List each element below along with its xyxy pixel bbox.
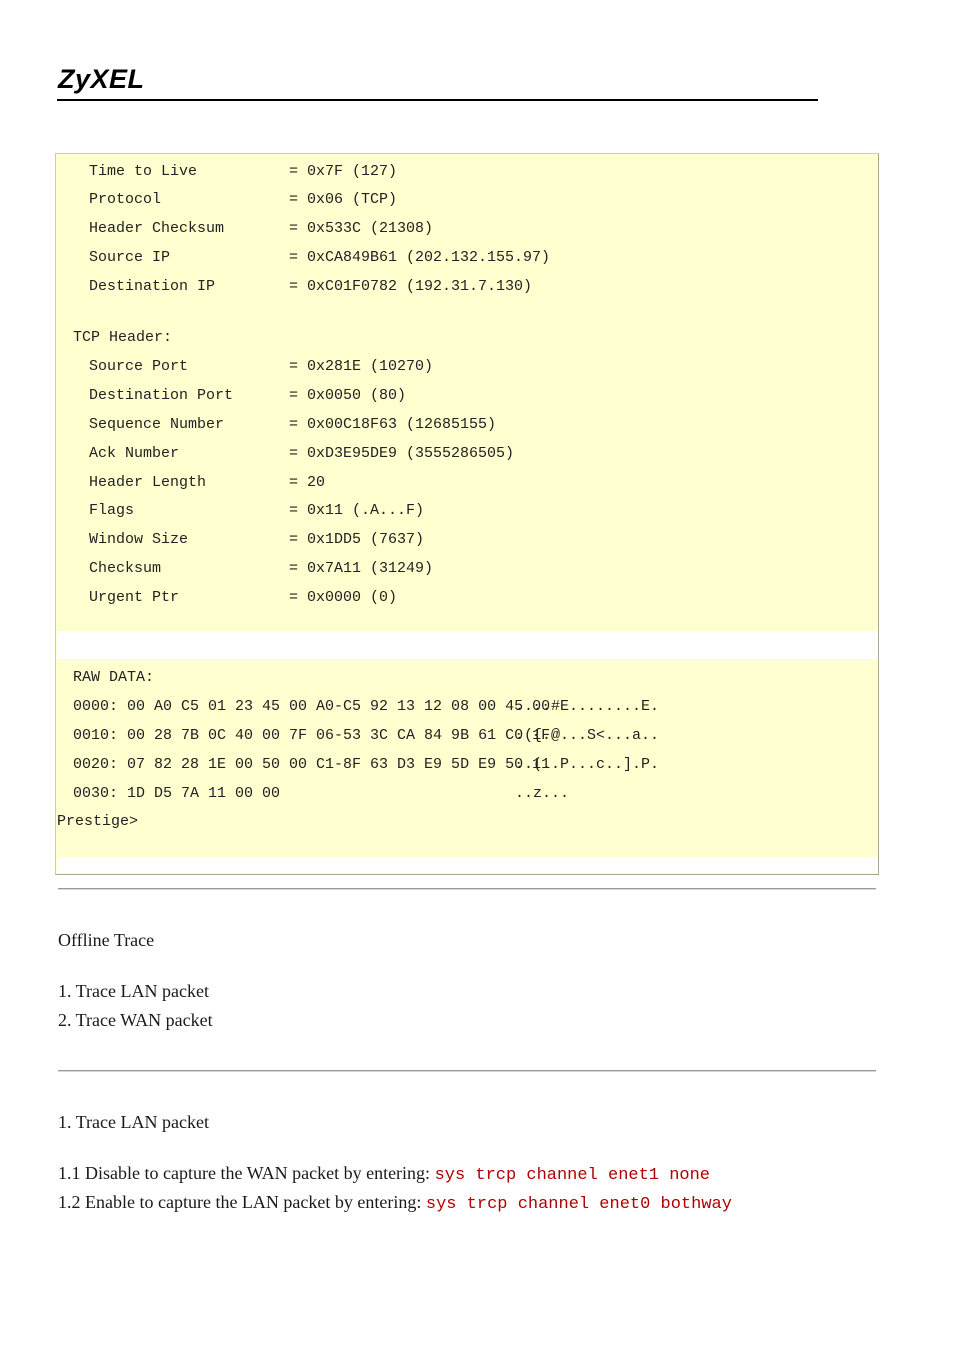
- field-label: Urgent Ptr: [89, 589, 180, 606]
- field-value: = 0x00C18F63 (12685155): [289, 416, 497, 433]
- field-value: = 0x281E (10270): [289, 358, 434, 375]
- field-value: = 0x06 (TCP): [289, 191, 398, 208]
- offline-trace-title: Offline Trace: [58, 930, 155, 950]
- console-prompt: Prestige>: [57, 813, 139, 830]
- command-text: sys trcp channel enet1 none: [434, 1166, 711, 1185]
- field-label: Protocol: [89, 191, 162, 208]
- list-item: 2. Trace WAN packet: [58, 1010, 213, 1030]
- field-value: = 0xD3E95DE9 (3555286505): [289, 445, 515, 462]
- section-divider: [58, 888, 876, 890]
- command-text: sys trcp channel enet0 bothway: [425, 1195, 732, 1214]
- raw-ascii: ....#E........E.: [515, 698, 660, 715]
- field-value: = 0x533C (21308): [289, 220, 434, 237]
- field-label: Ack Number: [89, 445, 180, 462]
- tcp-header-title: TCP Header:: [73, 329, 173, 346]
- console-gap: [57, 857, 878, 873]
- list-item: 1. Trace LAN packet: [58, 981, 209, 1001]
- step-text: 1.2 Enable to capture the LAN packet by entering:: [58, 1192, 426, 1212]
- raw-hex: 0020: 07 82 28 1E 00 50 00 C1-8F 63 D3 E9 5D E9 50 11: [73, 756, 551, 773]
- field-value: = 0xC01F0782 (192.31.7.130): [289, 278, 533, 295]
- raw-ascii: ..(..P...c..].P.: [515, 756, 660, 773]
- raw-hex: 0000: 00 A0 C5 01 23 45 00 A0-C5 92 13 12 08 00 45 00: [73, 698, 551, 715]
- field-label: Destination IP: [89, 278, 216, 295]
- raw-ascii: .({.@...S<...a..: [515, 727, 660, 744]
- field-value: = 0x0000 (0): [289, 589, 398, 606]
- field-value: = 0xCA849B61 (202.132.155.97): [289, 249, 551, 266]
- field-value: = 0x7F (127): [289, 163, 398, 180]
- field-label: Checksum: [89, 560, 162, 577]
- field-value: = 0x1DD5 (7637): [289, 531, 425, 548]
- field-label: Header Length: [89, 474, 207, 491]
- section-title: 1. Trace LAN packet: [58, 1112, 209, 1132]
- field-label: Source IP: [89, 249, 171, 266]
- field-label: Source Port: [89, 358, 189, 375]
- step-text: 1.1 Disable to capture the WAN packet by entering:: [58, 1163, 435, 1183]
- header-rule: [57, 99, 818, 101]
- field-value: = 20: [289, 474, 326, 491]
- field-label: Sequence Number: [89, 416, 225, 433]
- raw-data-title: RAW DATA:: [73, 669, 155, 686]
- field-label: Header Checksum: [89, 220, 225, 237]
- field-label: Time to Live: [89, 163, 198, 180]
- section-divider: [58, 1070, 876, 1072]
- step-line: [58, 1163, 710, 1185]
- console-gap: [57, 631, 878, 659]
- zyxel-logo: ZyXEL: [58, 64, 145, 94]
- field-value: = 0x7A11 (31249): [289, 560, 434, 577]
- field-label: Destination Port: [89, 387, 234, 404]
- step-line: [58, 1192, 732, 1214]
- field-label: Flags: [89, 502, 135, 519]
- raw-hex: 0010: 00 28 7B 0C 40 00 7F 06-53 3C CA 84 9B 61 C0 1F: [73, 727, 551, 744]
- field-label: Window Size: [89, 531, 189, 548]
- raw-ascii: ..z...: [515, 785, 570, 802]
- field-value: = 0x11 (.A...F): [289, 502, 425, 519]
- raw-hex: 0030: 1D D5 7A 11 00 00: [73, 785, 281, 802]
- field-value: = 0x0050 (80): [289, 387, 407, 404]
- console-output: [55, 153, 879, 875]
